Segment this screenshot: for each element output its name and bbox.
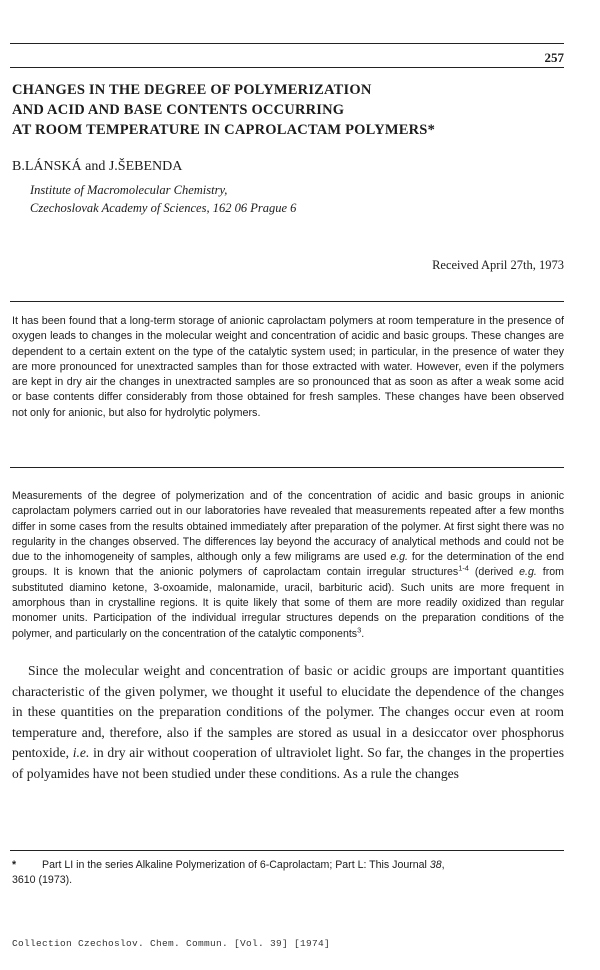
footnote-rule [10,850,564,851]
header-rule [10,67,564,68]
footnote [12,858,564,888]
body-text-2: in dry air without cooperation of ultraviolet light. So far, the changes in the properties of polyamides have not been studied under these conditions. As a rule the changes [12,745,564,781]
citation-1-4: 1-4 [458,563,469,573]
abstract-bottom-rule [10,467,564,468]
abstract-top-rule [10,301,564,302]
body-ie: i.e. [72,745,90,760]
authors: B.LÁNSKÁ and J.ŠEBENDA [12,159,183,174]
title-line-1: CHANGES IN THE DEGREE OF POLYMERIZATION [12,82,372,98]
intro-eg-1: e.g. [390,551,408,564]
intro-text-3: (derived [468,566,520,579]
intro-text-4: from substituted diamino ketone, 3-oxoamide, malonamide, uracil, barbituric acid). Such units are more frequent in amorphous than in crystalline regions. It is quite likely that some of them are more readily oxidized than regular monomer units. Participation of the individual irregular structures depends on the preparation conditions of the polymer, and particularly on the concentration of the catalytic components [12,566,564,640]
affiliation-line-2: Czechoslovak Academy of Sciences, 162 06 Prague 6 [30,201,297,215]
footnote-mark: * [12,859,17,871]
page-number: 257 [544,50,564,65]
intro-text-5: . [361,627,365,640]
footnote-text-b: , [441,859,445,871]
intro-paragraph [12,489,564,642]
received-date: Received April 27th, 1973 [432,258,564,272]
title-line-3: AT ROOM TEMPERATURE IN CAPROLACTAM POLYMERS* [12,122,436,138]
citation-3: 3 [357,625,362,635]
footnote-volume: 38 [429,859,442,871]
affiliation-line-1: Institute of Macromolecular Chemistry, [30,183,228,197]
body-text-1: Since the molecular weight and concentration of basic or acidic groups are important quantities characteristic of the given polymer, we thought it useful to elucidate the dependence of the changes in these quantities on the preparation conditions of the polymer. The changes occur even at room temperature and, therefore, also if the samples are stored as usual in a desiccator over phosphorus pentoxide, [12,663,564,760]
intro-text-1: Measurements of the degree of polymerization and of the concentration of acidic and basic groups in anionic caprolactam polymers carried out in our laboratories have revealed that measurements repeated after a few months differ in some cases from the results obtained immediately after preparation of the polymer. At first sight there was no regularity in the changes observed. The differences lay beyond the accuracy of analytical methods and could not be due to the inhomogeneity of samples, although only a few miligrams are used [12,490,564,564]
intro-text-2: for the determination of the end groups. It is known that the anionic polymers of caprolactam contain irregular structures [12,551,564,579]
title-line-2: AND ACID AND BASE CONTENTS OCCURRING [12,102,345,118]
intro-eg-2: e.g. [519,566,537,579]
affiliation [30,181,296,217]
footnote-text-a: Part LI in the series Alkaline Polymerization of 6-Caprolactam; Part L: This Journal [42,859,430,871]
abstract: It has been found that a long-term storage of anionic caprolactam polymers at room temperature in the presence of oxygen leads to changes in the molecular weight and concentration of acidic and basic groups. These changes are dependent to a certain extent on the type of the catalytic system used; in particular, in the presence of water they are more pronounced for unextracted samples than for those extracted with water. However, even if the polymers are kept in dry air the changes in unextracted samples are so pronounced that as soon as after a weak some acid or base contents differ considerably from those obtained for fresh samples. These changes have been observed not only for anionic, but also for hydrolytic polymers. [12,315,564,419]
top-rule [10,43,564,44]
body-paragraph [12,661,564,784]
footnote-line-2: 3610 (1973). [12,874,73,886]
journal-footer: Collection Czechoslov. Chem. Commun. [Vol. 39] [1974] [12,938,331,949]
article-title [12,80,572,140]
